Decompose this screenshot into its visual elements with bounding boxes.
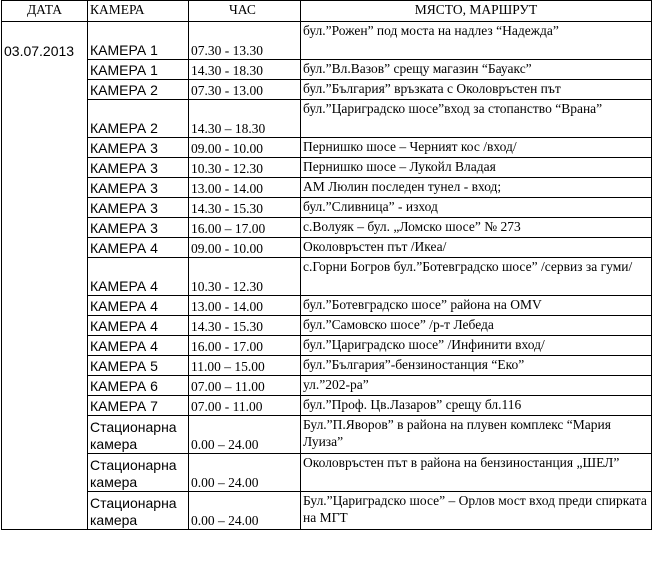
time-cell: 09.00 - 10.00 [189, 138, 301, 158]
table-row [2, 316, 652, 336]
time-cell: 10.30 - 12.30 [189, 258, 301, 296]
date-cell-empty [2, 454, 88, 492]
date-cell-empty [2, 416, 88, 454]
table-row [2, 492, 652, 530]
date-cell-empty [2, 336, 88, 356]
header-row [2, 1, 652, 22]
date-cell-empty [2, 238, 88, 258]
location-cell: бул.”България” връзката с Околовръстен път [301, 80, 652, 100]
camera-cell: КАМЕРА 4 [88, 336, 189, 356]
time-cell: 16.00 - 17.00 [189, 336, 301, 356]
time-cell: 16.00 – 17.00 [189, 218, 301, 238]
time-cell: 07.30 - 13.00 [189, 80, 301, 100]
location-cell: Околовръстен път /Икеа/ [301, 238, 652, 258]
time-cell: 13.00 - 14.00 [189, 296, 301, 316]
location-cell: Бул.”Цариградско шосе” – Орлов мост вход преди спирката на МГТ [301, 492, 652, 530]
location-cell: бул.”Цариградско шосе”вход за стопанство “Врана” [301, 100, 652, 138]
location-cell: Бул.”П.Яворов” в района на плувен комплекс “Мария Луиза” [301, 416, 652, 454]
date-cell-empty [2, 198, 88, 218]
header-location: МЯСТО, МАРШРУТ [301, 1, 652, 22]
table-row [2, 416, 652, 454]
table-row [2, 454, 652, 492]
header-camera: КАМЕРА [88, 1, 189, 22]
date-cell-empty [2, 218, 88, 238]
date-cell-empty [2, 158, 88, 178]
time-cell: 07.30 - 13.30 [189, 22, 301, 60]
table-row [2, 356, 652, 376]
header-date: ДАТА [2, 1, 88, 22]
time-cell: 14.30 – 18.30 [189, 100, 301, 138]
camera-cell: КАМЕРА 2 [88, 100, 189, 138]
camera-cell: Стационарна камера [88, 492, 189, 530]
location-cell: с.Волуяк – бул. „Ломско шосе” № 273 [301, 218, 652, 238]
location-cell: с.Горни Богров бул.”Ботевградско шосе” /сервиз за гуми/ [301, 258, 652, 296]
table-row [2, 158, 652, 178]
date-cell-empty [2, 258, 88, 296]
camera-cell: КАМЕРА 6 [88, 376, 189, 396]
table-row [2, 100, 652, 138]
date-cell-empty [2, 296, 88, 316]
date-cell-empty [2, 376, 88, 396]
header-time: ЧАС [189, 1, 301, 22]
camera-cell: КАМЕРА 4 [88, 238, 189, 258]
camera-cell: КАМЕРА 3 [88, 138, 189, 158]
location-cell: бул.”Рожен” под моста на надлез “Надежда” [301, 22, 652, 60]
table-row [2, 60, 652, 80]
table-row [2, 258, 652, 296]
location-cell: Околовръстен път в района на бензиностанция „ШЕЛ” [301, 454, 652, 492]
time-cell: 0.00 – 24.00 [189, 454, 301, 492]
camera-cell: КАМЕРА 4 [88, 258, 189, 296]
time-cell: 13.00 - 14.00 [189, 178, 301, 198]
date-cell-empty [2, 316, 88, 336]
camera-cell: КАМЕРА 5 [88, 356, 189, 376]
table-row [2, 376, 652, 396]
schedule-document [1, 0, 651, 530]
camera-cell: КАМЕРА 2 [88, 80, 189, 100]
camera-cell: КАМЕРА 7 [88, 396, 189, 416]
location-cell: бул.”Проф. Цв.Лазаров” срещу бл.116 [301, 396, 652, 416]
camera-cell: КАМЕРА 4 [88, 296, 189, 316]
time-cell: 10.30 - 12.30 [189, 158, 301, 178]
table-row [2, 218, 652, 238]
time-cell: 0.00 – 24.00 [189, 416, 301, 454]
table-row [2, 198, 652, 218]
location-cell: АМ Люлин последен тунел - вход; [301, 178, 652, 198]
table-row [2, 22, 652, 60]
camera-cell: КАМЕРА 1 [88, 22, 189, 60]
location-cell: Пернишко шосе – Черният кос /вход/ [301, 138, 652, 158]
time-cell: 07.00 – 11.00 [189, 376, 301, 396]
table-row [2, 80, 652, 100]
time-cell: 11.00 – 15.00 [189, 356, 301, 376]
time-cell: 14.30 - 18.30 [189, 60, 301, 80]
date-cell-empty [2, 178, 88, 198]
date-cell: 03.07.2013 [2, 22, 88, 60]
camera-cell: КАМЕРА 3 [88, 158, 189, 178]
camera-cell: КАМЕРА 3 [88, 198, 189, 218]
date-cell-empty [2, 356, 88, 376]
table-row [2, 178, 652, 198]
table-row [2, 138, 652, 158]
time-cell: 14.30 - 15.30 [189, 316, 301, 336]
time-cell: 09.00 - 10.00 [189, 238, 301, 258]
date-cell-empty [2, 396, 88, 416]
date-cell-empty [2, 60, 88, 80]
location-cell: бул.”Ботевградско шосе” района на OMV [301, 296, 652, 316]
location-cell: бул.”Самовско шосе” /р-т Лебеда [301, 316, 652, 336]
camera-cell: КАМЕРА 3 [88, 178, 189, 198]
camera-cell: Стационарна камера [88, 416, 189, 454]
date-cell-empty [2, 100, 88, 138]
camera-cell: КАМЕРА 1 [88, 60, 189, 80]
table-row [2, 396, 652, 416]
date-cell-empty [2, 138, 88, 158]
location-cell: бул.”Вл.Вазов” срещу магазин “Бауакс” [301, 60, 652, 80]
table-row [2, 238, 652, 258]
time-cell: 14.30 - 15.30 [189, 198, 301, 218]
camera-cell: КАМЕРА 4 [88, 316, 189, 336]
camera-cell: КАМЕРА 3 [88, 218, 189, 238]
table-row [2, 296, 652, 316]
date-cell-empty [2, 80, 88, 100]
location-cell: бул.”България”-бензиностанция “Еко” [301, 356, 652, 376]
table-row [2, 336, 652, 356]
camera-schedule-table [1, 0, 652, 530]
time-cell: 0.00 – 24.00 [189, 492, 301, 530]
location-cell: бул.”Сливница” - изход [301, 198, 652, 218]
date-cell-empty [2, 492, 88, 530]
location-cell: ул.”202-ра” [301, 376, 652, 396]
location-cell: Пернишко шосе – Лукойл Владая [301, 158, 652, 178]
location-cell: бул.”Цариградско шосе” /Инфинити вход/ [301, 336, 652, 356]
camera-cell: Стационарна камера [88, 454, 189, 492]
time-cell: 07.00 - 11.00 [189, 396, 301, 416]
